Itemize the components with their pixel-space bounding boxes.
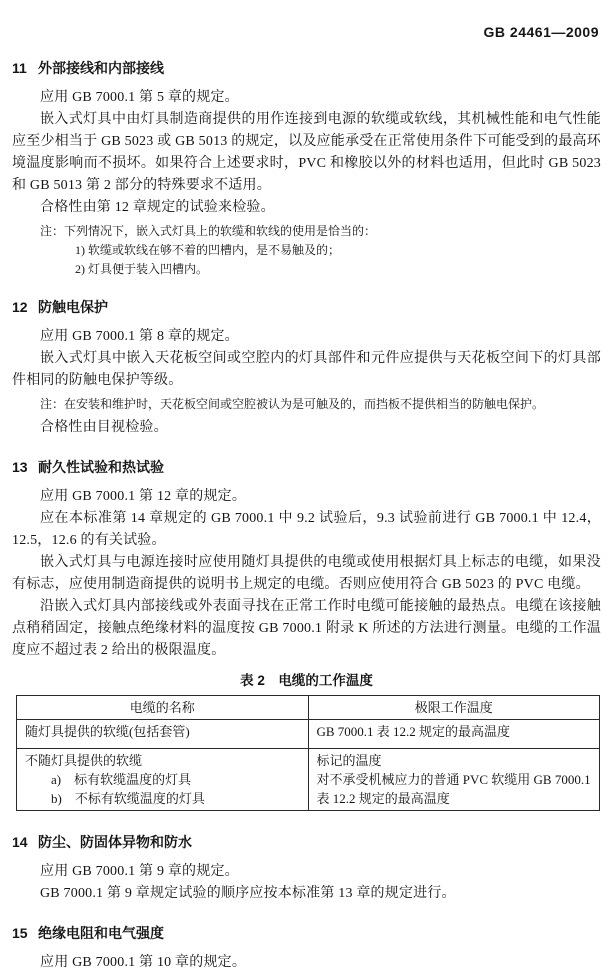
- cell-cable-name: [17, 749, 309, 811]
- paragraph: 嵌入式灯具与电源连接时应使用随灯具提供的电缆或使用根据灯具上标志的电缆，如果没有标志，应使用制造商提供的说明书上规定的电缆。否则应使用符合 GB 5023 的 PVC 电缆。: [12, 555, 601, 592]
- section-15: [12, 924, 601, 974]
- section-title: 绝缘电阻和电气强度: [38, 925, 164, 941]
- section-number: 14: [12, 834, 28, 850]
- cell-sub-item: b) 不标有软缆温度的灯具: [51, 791, 205, 806]
- section-title: 防尘、防固体异物和防水: [38, 834, 192, 850]
- cell-cable-name: 随灯具提供的软缆(包括套管): [17, 720, 309, 749]
- note-list-item: 2) 灯具便于装入凹槽内。: [75, 262, 208, 276]
- table-row: [17, 749, 600, 811]
- section-14: [12, 833, 601, 905]
- section-11-heading: [12, 59, 601, 77]
- note-text: 注：在安装和维护时，天花板空间或空腔被认为是可触及的，而挡板不提供相当的防触电保护。: [40, 397, 545, 411]
- section-12-heading: [12, 298, 601, 316]
- page-header: [12, 24, 601, 40]
- section-number: 13: [12, 459, 28, 475]
- paragraph: 应在本标准第 14 章规定的 GB 7000.1 中 9.2 试验后，9.3 试验前进行 GB 7000.1 中 12.4，12.5，12.6 的有关试验。: [12, 511, 601, 548]
- table-2-caption: 表 2 电缆的工作温度: [240, 673, 373, 688]
- section-title: 耐久性试验和热试验: [38, 459, 164, 475]
- cell-line: 标记的温度: [316, 753, 382, 768]
- section-13: [12, 458, 601, 662]
- section-15-heading: [12, 924, 601, 942]
- column-header-limit-temperature: 极限工作温度: [308, 696, 600, 720]
- section-number: 11: [12, 60, 27, 76]
- paragraph: 沿嵌入式灯具内部接线或外表面寻找在正常工作时电缆可能接触的最热点。电缆在该接触点稍稍固定，接触点绝缘材料的温度按 GB 7000.1 附录 K 所述的方法进行测量。电缆的工作温度应不超过表 2 给出的极限温度。: [12, 599, 601, 658]
- note-block: [12, 222, 601, 279]
- table-row: [17, 720, 600, 749]
- paragraph: 嵌入式灯具中嵌入天花板空间或空腔内的灯具部件和元件应提供与天花板空间下的灯具部件相同的防触电保护等级。: [12, 351, 601, 388]
- paragraph: 应用 GB 7000.1 第 8 章的规定。: [40, 329, 239, 344]
- paragraph: 应用 GB 7000.1 第 9 章的规定。: [40, 864, 239, 879]
- cell-line: 对不承受机械应力的普通 PVC 软缆用 GB 7000.1 表 12.2 规定的最高温度: [316, 772, 591, 806]
- section-title: 防触电保护: [38, 299, 108, 315]
- paragraph: GB 7000.1 第 9 章规定试验的顺序应按本标准第 13 章的规定进行。: [40, 886, 456, 901]
- paragraph: 应用 GB 7000.1 第 10 章的规定。: [40, 955, 247, 970]
- note-block: [12, 395, 601, 414]
- cell-sub-item: a) 标有软缆温度的灯具: [51, 772, 192, 787]
- doc-code: GB 24461—2009: [483, 24, 599, 40]
- paragraph: 应用 GB 7000.1 第 5 章的规定。: [40, 90, 239, 105]
- paragraph: 嵌入式灯具中由灯具制造商提供的用作连接到电源的软缆或软线，其机械性能和电气性能应至少相当于 GB 5023 或 GB 5013 的规定，以及应能承受在正常使用条件下可能受到的最高环境温度影响而不损坏。如果符合上述要求时，PVC 和橡胶以外的材料也适用，但此时 GB 5023 和 GB 5013 第 2 部分的特殊要求不适用。: [12, 112, 601, 193]
- note-text: 注：下列情况下，嵌入式灯具上的软缆和软线的使用是恰当的：: [40, 224, 377, 238]
- cell-limit-temperature: [308, 749, 600, 811]
- column-header-cable-name: 电缆的名称: [17, 696, 309, 720]
- note-list-item: 1) 软缆或软线在够不着的凹槽内，是不易触及的；: [75, 243, 340, 257]
- paragraph: 合格性由第 12 章规定的试验来检验。: [40, 200, 275, 215]
- section-12: [12, 298, 601, 439]
- cell-line: 不随灯具提供的软缆: [25, 753, 143, 768]
- section-title: 外部接线和内部接线: [38, 60, 164, 76]
- paragraph: 合格性由目视检验。: [40, 420, 168, 435]
- section-number: 12: [12, 299, 28, 315]
- paragraph: 应用 GB 7000.1 第 12 章的规定。: [40, 489, 247, 504]
- table-2: [16, 695, 600, 811]
- section-14-heading: [12, 833, 601, 851]
- section-number: 15: [12, 925, 28, 941]
- section-13-heading: [12, 458, 601, 476]
- cell-limit-temperature: GB 7000.1 表 12.2 规定的最高温度: [308, 720, 600, 749]
- section-11: [12, 59, 601, 279]
- table-header-row: [17, 696, 600, 720]
